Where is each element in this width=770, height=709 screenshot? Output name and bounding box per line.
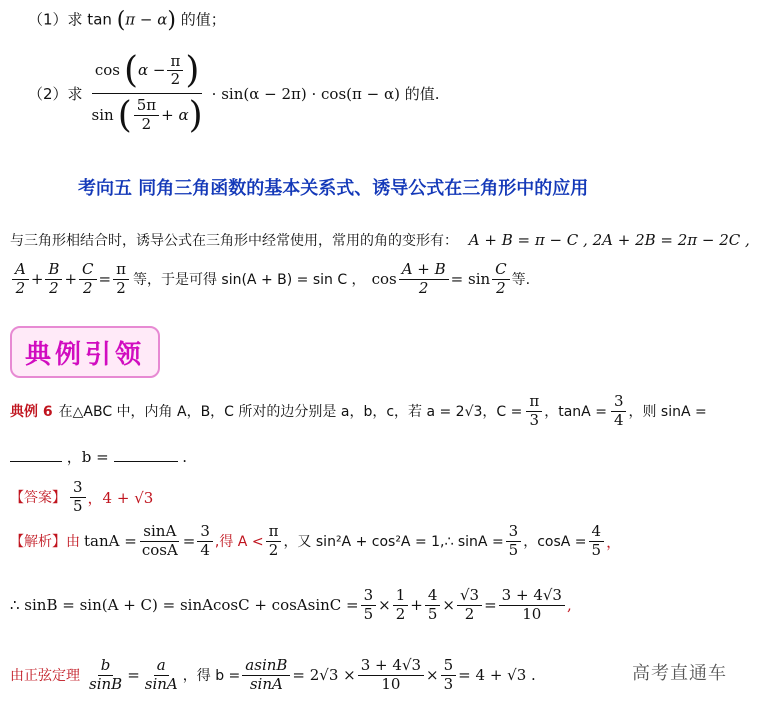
law-label: 由正弦定理 bbox=[10, 668, 80, 685]
times-2: × bbox=[442, 596, 455, 615]
question-2-big-fraction: cos ( α − $\frac{\pi}{2}$ ) sin ( $\frac{5\pi}{2}$ + α ) bbox=[91, 50, 203, 136]
question-2-prefix: （2）求 bbox=[28, 84, 83, 103]
f4-num: √3 bbox=[457, 588, 482, 606]
question-1-suffix: 的值； bbox=[180, 10, 226, 29]
answer-line bbox=[10, 480, 153, 515]
question-1-expr: π − α bbox=[125, 10, 168, 29]
answer-blank-1 bbox=[10, 447, 62, 462]
frac-two-c: 2 bbox=[83, 278, 93, 297]
question-1-prefix: （1）求 tan bbox=[28, 10, 112, 29]
frac-a: A bbox=[12, 262, 29, 280]
f1-den: 5 bbox=[363, 604, 374, 623]
example-label: 典例 6 bbox=[10, 404, 53, 421]
f2-den: 2 bbox=[395, 604, 406, 623]
f1-num: 3 bbox=[361, 588, 377, 606]
answer-rest: ，4 + √3 bbox=[87, 488, 154, 507]
answer-frac-num: 3 bbox=[70, 480, 86, 498]
sinA-num: sinA bbox=[140, 524, 179, 542]
four-den: 4 bbox=[200, 540, 210, 559]
law-get: ，得 b = bbox=[182, 668, 241, 685]
eq-sin: = sin bbox=[450, 270, 491, 289]
law-f2-num: 3 + 4√3 bbox=[358, 658, 424, 676]
frac-two-ab: 2 bbox=[418, 278, 429, 297]
sinA-den: sinA bbox=[144, 674, 178, 693]
law-f3-num: 5 bbox=[441, 658, 457, 676]
sin-arg-tail: + α bbox=[161, 105, 189, 124]
cosA-label: ，cosA = bbox=[523, 534, 587, 551]
sinA-den-2: sinA bbox=[249, 674, 283, 693]
pi-num-2: π bbox=[266, 524, 282, 542]
intro-text: 与三角形相结合时，诱导公式在三角形中经常使用，常用的角的变形有： bbox=[10, 233, 458, 249]
tan-frac-den: 4 bbox=[613, 410, 624, 429]
sinA-val-num: 3 bbox=[506, 524, 522, 542]
law-f3-den: 3 bbox=[443, 674, 454, 693]
example-6-line-1 bbox=[10, 394, 707, 429]
f3-den: 5 bbox=[427, 604, 438, 623]
f3-num: 4 bbox=[425, 588, 441, 606]
answer-frac-den: 5 bbox=[73, 496, 83, 515]
section-title: 考向五 同角三角函数的基本关系式、诱导公式在三角形中的应用 bbox=[78, 178, 589, 199]
tan-prefix: ，tanA = bbox=[544, 404, 607, 421]
frac-two-a: 2 bbox=[15, 278, 26, 297]
eq-sign: = bbox=[182, 532, 196, 551]
intro-line-2-end: 等. bbox=[511, 272, 531, 289]
frac-two-b: 2 bbox=[49, 278, 59, 297]
watermark: 高考直通车 bbox=[632, 663, 727, 684]
frac-c: C bbox=[79, 262, 96, 280]
f5-den: 10 bbox=[522, 604, 542, 623]
question-1: （1）求 tan (π − α) 的值； bbox=[28, 8, 226, 33]
analysis-comma: ， bbox=[606, 532, 622, 551]
intro-math: A + B = π − C , 2A + 2B = 2π − 2C , bbox=[468, 231, 750, 249]
a-num: a bbox=[154, 658, 169, 676]
sinB-text: ∴ sinB = sin(A + C) = sinAcosC + cosAsinC = bbox=[10, 596, 359, 615]
asinB-num: asinB bbox=[242, 658, 290, 676]
intro-line-2: $\frac{A}{2}$ + $\frac{B}{2}$ + $\frac{C}{2}$ = $\frac{\pi}{2}$ 等，于是可得 sin(A + B) = sin C ， cos $\frac{A + B}{2}$ = sin $\frac{C}{2}$ 等. bbox=[10, 262, 530, 297]
answer-label: 【答案】 bbox=[10, 490, 66, 507]
two-den-2: 2 bbox=[141, 115, 152, 134]
plus-sign: + bbox=[410, 596, 423, 615]
cos-label: cos bbox=[94, 61, 120, 80]
eq-sign-2: = bbox=[484, 596, 497, 615]
sinB-end: , bbox=[566, 596, 572, 615]
sinA-val-den: 5 bbox=[508, 540, 519, 559]
cos-prefix: cos bbox=[371, 270, 397, 289]
sin-label: sin bbox=[91, 105, 114, 124]
law-end: = 4 + √3 . bbox=[458, 666, 536, 685]
f2-num: 1 bbox=[393, 588, 409, 606]
cosA-val-den: 5 bbox=[591, 540, 602, 559]
example-text-2: ，则 sinA = bbox=[628, 404, 707, 421]
answer-blank-2 bbox=[114, 447, 178, 462]
analysis-again: ，又 sin²A + cos²A = 1,∴ sinA = bbox=[283, 534, 504, 551]
frac-b: B bbox=[45, 262, 62, 280]
example-badge bbox=[10, 326, 160, 378]
b-num: b bbox=[98, 658, 114, 676]
c-frac-num: π bbox=[526, 394, 542, 412]
two-den-3: 2 bbox=[268, 540, 279, 559]
tanA-label: tanA = bbox=[84, 532, 137, 551]
two-den: 2 bbox=[170, 70, 181, 89]
law-f2-den: 10 bbox=[381, 674, 401, 693]
analysis-line bbox=[10, 524, 621, 559]
law-of-sines-line bbox=[10, 658, 536, 693]
intro-line-2-mid: 等，于是可得 sin(A + B) = sin C ， bbox=[132, 272, 366, 289]
c-frac-den: 3 bbox=[529, 410, 540, 429]
question-2-tail: · sin(α − 2π) · cos(π − α) 的值. bbox=[211, 84, 440, 103]
analysis-get: ,得 A < bbox=[214, 534, 264, 551]
example-6-line-2: ，b = . bbox=[10, 446, 187, 467]
cosA-den: cosA bbox=[141, 540, 178, 559]
analysis-label: 【解析】由 bbox=[10, 534, 80, 551]
eq-sign-3: = bbox=[127, 666, 140, 685]
f4-den: 2 bbox=[464, 604, 475, 623]
f5-num: 3 + 4√3 bbox=[499, 588, 565, 606]
times-3: × bbox=[426, 666, 439, 685]
frac-two-c2: 2 bbox=[496, 278, 506, 297]
times-1: × bbox=[378, 596, 391, 615]
pi-num: π bbox=[167, 54, 183, 72]
frac-a-plus-b: A + B bbox=[399, 262, 449, 280]
tan-frac-num: 3 bbox=[611, 394, 627, 412]
badge-label: 典例引领 bbox=[24, 339, 145, 370]
cosA-val-num: 4 bbox=[589, 524, 605, 542]
intro-line-1 bbox=[10, 230, 750, 250]
sinB-line bbox=[10, 588, 572, 623]
sinB-den: sinB bbox=[89, 674, 123, 693]
cos-arg: α − bbox=[138, 61, 166, 80]
frac-pi: π bbox=[113, 262, 129, 280]
five-pi-num: 5π bbox=[134, 98, 159, 116]
law-eq2: = 2√3 × bbox=[292, 666, 356, 685]
example-text-1: 在△ABC 中，内角 A，B，C 所对的边分别是 a，b，c，若 a = 2√3，C = bbox=[58, 404, 523, 421]
three-num: 3 bbox=[197, 524, 213, 542]
example-line-2-mid: ，b = bbox=[66, 448, 109, 466]
question-2 bbox=[28, 52, 439, 135]
frac-two-pi: 2 bbox=[116, 278, 126, 297]
frac-c-2: C bbox=[492, 262, 509, 280]
